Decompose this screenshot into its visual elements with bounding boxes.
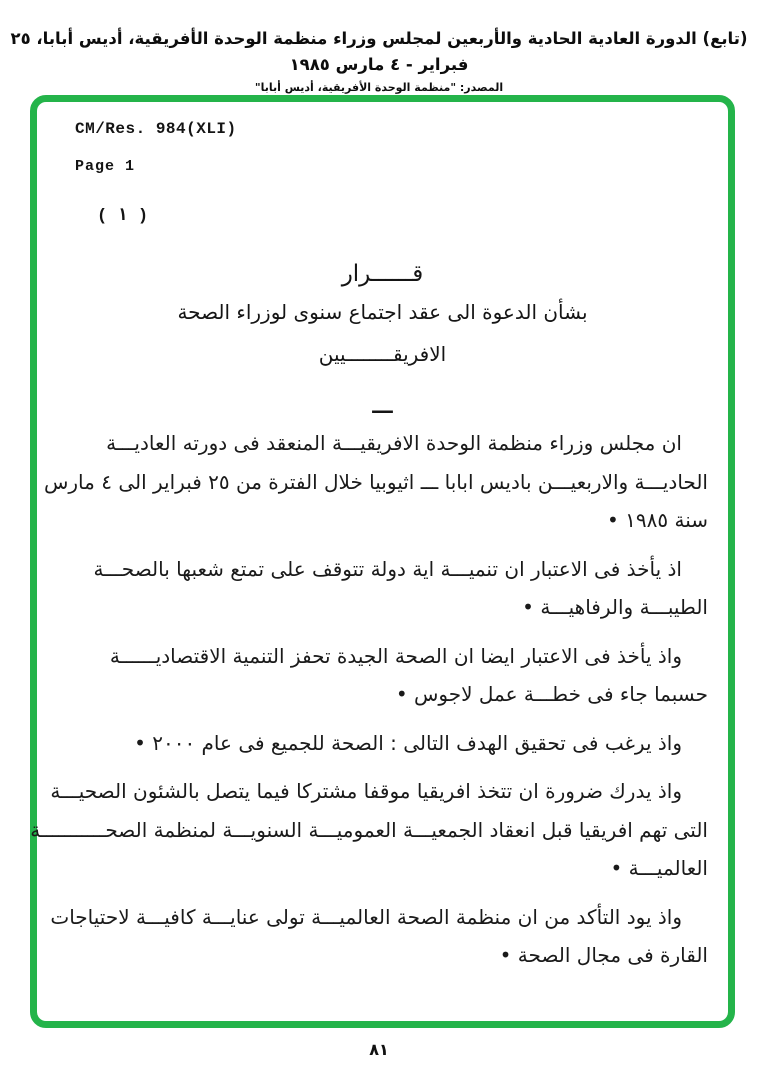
- session-header-line: (تابع) الدورة العادية الحادية والأربعين لمجلس وزراء منظمة الوحدة الأفريقية، أديس أبابا، ٢٥ فبراير - ٤ مارس ١٩٨٥: [10, 29, 748, 74]
- paragraph-line: حسبما جاء فى خطـــة عمل لاجوس •: [395, 682, 708, 706]
- paragraph-line: واذ يود التأكد من ان منظمة الصحة العالميـــة تولى عنايـــة كافيـــة لاحتياجات: [50, 904, 682, 929]
- paragraph-line: سنة ١٩٨٥ •: [607, 508, 708, 532]
- paragraph-line: الحاديـــة والاربعيـــن باديس ابابا ـــ اثيوبيا خلال الفترة من ٢٥ فبراير الى ٤ مارس: [43, 469, 708, 494]
- title-separator-dash: ـــ: [372, 394, 393, 418]
- paragraph-line: واذ يرغب فى تحقيق الهدف التالى : الصحة للجميع فى عام ٢٠٠٠ •: [134, 730, 682, 755]
- paragraph-line: القارة فى مجال الصحة •: [499, 943, 708, 967]
- paragraph-line: واذ يدرك ضرورة ان تتخذ افريقيا موقفا مشتركا فيما يتصل بالشئون الصحيـــة: [50, 779, 682, 803]
- resolution-title-block: [37, 257, 728, 375]
- paragraph: [30, 772, 708, 888]
- paragraph: [51, 898, 708, 975]
- resolution-body: [30, 424, 708, 985]
- resolution-title: قــــــرار: [341, 261, 424, 287]
- doc-page-label: Page 1: [75, 158, 136, 175]
- page-number: ٨١: [369, 1040, 389, 1059]
- paragraph-line: واذ يأخذ فى الاعتبار ايضا ان الصحة الجيدة تحفز التنمية الاقتصاديــــــة: [109, 643, 682, 668]
- paragraph: [43, 424, 708, 540]
- item-number: ( ١ ): [97, 207, 149, 226]
- paragraph-line: التى تهم افريقيا قبل انعقاد الجمعيـــة العموميـــة السنويـــة لمنظمة الصحـــــــــــة: [30, 817, 708, 842]
- paragraph: [51, 724, 708, 763]
- paragraph: [51, 550, 708, 627]
- paragraph-line: ان مجلس وزراء منظمة الوحدة الافريقيـــة المنعقد فى دورته العاديـــة: [106, 431, 682, 455]
- source-line: المصدر: "منظمة الوحدة الأفريقية، أديس أبابا": [254, 81, 504, 94]
- paragraph-line: الطيبـــة والرفاهيـــة •: [522, 595, 708, 619]
- document-frame: [30, 95, 735, 1028]
- paragraph: [51, 637, 708, 714]
- doc-reference: CM/Res. 984(XLI): [75, 120, 237, 138]
- paragraph-line: العالميـــة •: [610, 856, 708, 880]
- session-header: [0, 26, 758, 94]
- document-frame-inner: [30, 102, 728, 1021]
- resolution-subtitle-line1: بشأن الدعوة الى عقد اجتماع سنوى لوزراء الصحة: [177, 300, 588, 324]
- paragraph-line: اذ يأخذ فى الاعتبار ان تنميـــة اية دولة تتوقف على تمتع شعبها بالصحـــة: [93, 556, 682, 581]
- resolution-subtitle-line2: الافريقــــــــيين: [318, 342, 447, 366]
